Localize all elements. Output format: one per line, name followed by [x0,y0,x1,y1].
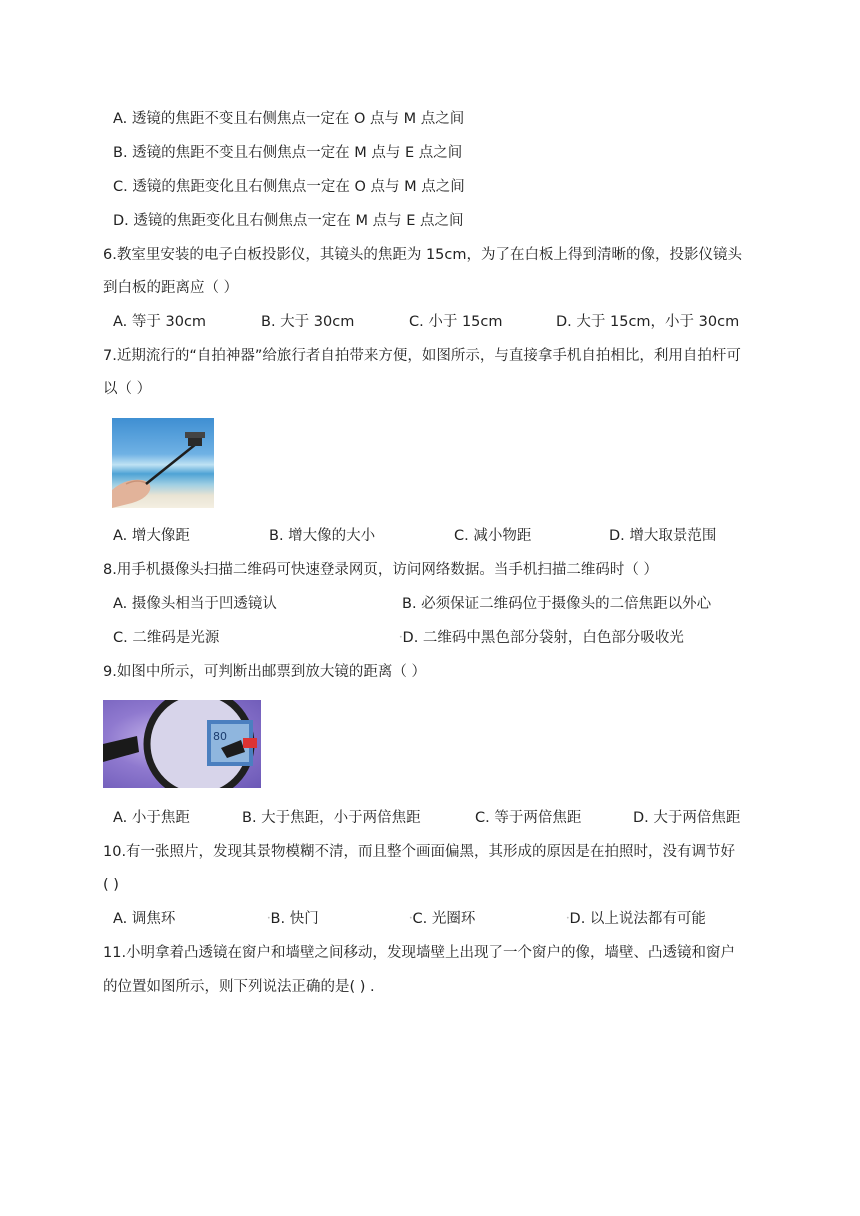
q5-option-b: B. 透镜的焦距不变且右侧焦点一定在 M 点与 E 点之间 [113,145,463,161]
q10-option-c-text: C. 光圈环 [412,911,476,927]
q5-option-c: C. 透镜的焦距变化且右侧焦点一定在 O 点与 M 点之间 [113,179,465,195]
q7-option-d: D. 增大取景范围 [609,528,717,544]
q11-stem-line1: 11.小明拿着凸透镜在窗户和墙壁之间移动，发现墙壁上出现了一个窗户的像，墙壁、凸透镜和窗户 [103,945,736,961]
q9-stem: 9.如图中所示，可判断出邮票到放大镜的距离（ ） [103,664,426,680]
q6-option-a: A. 等于 30cm [113,314,207,330]
q6-stem-line2: 到白板的距离应（ ） [103,280,239,296]
magnifier-stamp-photo [103,700,261,788]
q7-option-c: C. 减小物距 [454,528,532,544]
q8-option-a: A. 摄像头相当于凹透镜认 [113,596,277,612]
q8-option-c: C. 二维码是光源 [113,630,220,646]
q9-option-c: C. 等于两倍焦距 [475,810,582,826]
q5-option-d: D. 透镜的焦距变化且右侧焦点一定在 M 点与 E 点之间 [113,213,464,229]
q8-stem: 8.用手机摄像头扫描二维码可快速登录网页，访问网络数据。当手机扫描二维码时（ ） [103,562,658,578]
q6-option-d: D. 大于 15cm，小于 30cm [556,314,740,330]
q7-stem-line2: 以（ ） [103,381,152,397]
selfie-stick-illustration [112,418,214,508]
q7-option-a: A. 增大像距 [113,528,190,544]
q10-option-c: •C. 光圈环 [409,911,476,927]
q7-option-b: B. 增大像的大小 [269,528,376,544]
q9-option-b: B. 大于焦距，小于两倍焦距 [242,810,421,826]
q9-option-a: A. 小于焦距 [113,810,190,826]
q8-option-d-text: D. 二维码中黑色部分袋射，白色部分吸收光 [402,630,684,646]
magnifier-illustration [103,700,261,788]
q10-stem-line2: ( ) [103,877,119,893]
q9-option-d: D. 大于两倍焦距 [633,810,741,826]
q10-option-a: A. 调焦环 [113,911,176,927]
q6-stem-line1: 6.教室里安装的电子白板投影仪，其镜头的焦距为 15cm，为了在白板上得到清晰的像，投影仪镜头 [103,247,742,263]
q10-option-b: •B. 快门 [267,911,319,927]
stamp-value-text: 80 [213,730,227,743]
q10-option-d: •D. 以上说法都有可能 [566,911,706,927]
selfie-stick-photo [112,418,214,508]
q10-stem-line1: 10.有一张照片，发现其景物模糊不清，而且整个画面偏黑，其形成的原因是在拍照时，没有调节好 [103,844,736,860]
q7-stem-line1: 7.近期流行的“自拍神器”给旅行者自拍带来方便，如图所示，与直接拿手机自拍相比，利用自拍杆可 [103,348,741,364]
q6-option-b: B. 大于 30cm [261,314,355,330]
q8-option-d: •D. 二维码中黑色部分袋射，白色部分吸收光 [399,630,684,646]
q6-option-c: C. 小于 15cm [409,314,503,330]
q10-option-b-text: B. 快门 [270,911,319,927]
q10-option-d-text: D. 以上说法都有可能 [569,911,706,927]
q11-stem-line2: 的位置如图所示，则下列说法正确的是( ) . [103,979,375,995]
q5-option-a: A. 透镜的焦距不变且右侧焦点一定在 O 点与 M 点之间 [113,111,465,127]
q8-option-b: B. 必须保证二维码位于摄像头的二倍焦距以外心 [402,596,712,612]
